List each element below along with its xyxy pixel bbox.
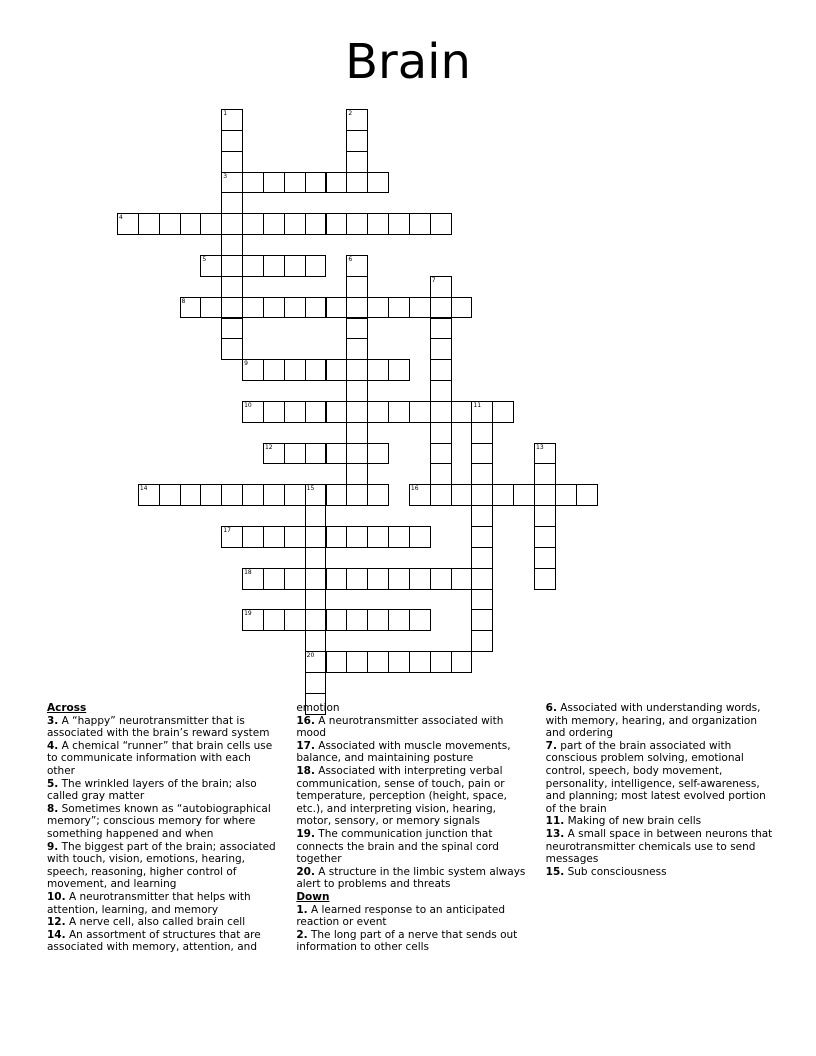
grid-cell[interactable]	[242, 401, 264, 423]
across-heading: Across	[47, 702, 87, 714]
grid-cell[interactable]	[367, 484, 389, 506]
clue-text: An assortment of structures that are associated with memory, attention, and emotion	[47, 702, 340, 954]
grid-cell[interactable]	[242, 255, 264, 277]
grid-cell[interactable]	[367, 172, 389, 194]
grid-cell[interactable]	[346, 568, 368, 590]
down-clue	[296, 904, 529, 929]
grid-cell[interactable]	[263, 172, 285, 194]
grid-cell[interactable]	[221, 255, 243, 277]
grid-cell[interactable]	[242, 359, 264, 381]
grid-cell[interactable]	[263, 401, 285, 423]
clue-number: 2	[348, 110, 353, 117]
grid-cell[interactable]	[284, 443, 306, 465]
clue-text: A small space in between neurons that neurotransmitter chemicals use to send messages	[545, 827, 773, 866]
grid-cell[interactable]	[242, 213, 264, 235]
clue-text: part of the brain associated with conscious problem solving, emotional control, speech, body movement, personality, intelligence, self-awareness, and planning; most latest evolved portion of the brain	[545, 739, 766, 815]
grid-cell[interactable]	[346, 609, 368, 631]
clue-number: 11	[473, 401, 482, 409]
clue-text: Associated with understanding words, with memory, hearing, and organization and ordering	[545, 702, 761, 740]
grid-cell[interactable]	[305, 651, 327, 673]
grid-cell[interactable]	[305, 172, 327, 194]
clue-number: 15.	[545, 865, 565, 878]
grid-cell[interactable]	[534, 443, 556, 465]
grid-cell[interactable]	[451, 651, 473, 673]
grid-cell[interactable]	[534, 463, 556, 485]
grid-cell[interactable]	[326, 172, 348, 194]
grid-cell[interactable]	[346, 422, 368, 444]
clue-number: 16	[410, 485, 419, 493]
grid-cell[interactable]	[409, 297, 431, 319]
grid-cell[interactable]	[305, 359, 327, 381]
clue-number: 20.	[296, 865, 315, 878]
clue-text: The communication junction that connects the brain and the spinal cord together	[296, 827, 499, 866]
grid-cell[interactable]	[326, 401, 348, 423]
grid-cell[interactable]	[326, 213, 348, 235]
clue-number: 16.	[296, 714, 315, 727]
clue-number: 19	[244, 610, 252, 618]
clue-text: Associated with interpreting verbal communication, sense of touch, pain or temperature, perception (height, space, etc.), and interpreting vision, hearing, motor, sensory, or memory signals	[296, 764, 507, 828]
grid-cell[interactable]	[180, 297, 202, 319]
grid-cell[interactable]	[367, 213, 389, 235]
grid-cell[interactable]	[346, 359, 368, 381]
grid-cell[interactable]	[305, 547, 327, 569]
grid-cell[interactable]	[388, 609, 410, 631]
clue-text: A structure in the limbic system always alert to problems and threats	[296, 865, 526, 891]
grid-cell[interactable]	[534, 505, 556, 527]
clue-number: 6.	[545, 702, 557, 714]
clue-text: A chemical “runner” that brain cells use to communicate information with each other	[47, 739, 273, 777]
grid-cell[interactable]	[471, 630, 493, 652]
grid-cell[interactable]	[430, 443, 452, 465]
grid-cell[interactable]	[430, 651, 452, 673]
grid-cell[interactable]	[430, 380, 452, 402]
grid-cell[interactable]	[471, 401, 493, 423]
grid-cell[interactable]	[346, 297, 368, 319]
clue-number: 17	[223, 527, 231, 534]
grid-cell[interactable]	[263, 359, 285, 381]
clue-text: A neurotransmitter that helps with attention, learning, and memory	[47, 890, 251, 916]
grid-cell[interactable]	[555, 484, 577, 506]
grid-cell[interactable]	[159, 484, 181, 506]
grid-cell[interactable]	[284, 609, 306, 631]
grid-cell[interactable]	[284, 526, 306, 548]
grid-cell[interactable]	[367, 609, 389, 631]
clue-number: 15	[306, 485, 315, 493]
down-clue	[546, 740, 779, 816]
clue-number: 20	[306, 652, 315, 660]
grid-cell[interactable]	[284, 255, 306, 277]
grid-cell[interactable]	[471, 443, 493, 465]
grid-cell[interactable]	[451, 401, 473, 423]
grid-cell[interactable]	[346, 172, 368, 194]
grid-cell[interactable]	[305, 484, 327, 506]
grid-cell[interactable]	[346, 151, 368, 173]
grid-cell[interactable]	[221, 276, 243, 298]
across-clue	[47, 841, 280, 891]
clue-number: 2.	[296, 928, 308, 941]
grid-cell[interactable]	[326, 609, 348, 631]
clue-number: 4.	[47, 739, 59, 752]
grid-cell[interactable]	[263, 484, 285, 506]
grid-cell[interactable]	[471, 526, 493, 548]
grid-cell[interactable]	[221, 318, 243, 340]
clue-number: 10.	[47, 890, 66, 903]
grid-cell[interactable]	[346, 318, 368, 340]
grid-cell[interactable]	[346, 401, 368, 423]
clue-number: 12	[264, 443, 273, 451]
grid-cell[interactable]	[492, 401, 514, 423]
grid-cell[interactable]	[242, 609, 264, 631]
grid-cell[interactable]	[242, 172, 264, 194]
grid-cell[interactable]	[242, 568, 264, 590]
grid-cell[interactable]	[159, 213, 181, 235]
grid-cell[interactable]	[409, 651, 431, 673]
down-clue	[546, 702, 779, 740]
grid-cell[interactable]	[430, 422, 452, 444]
grid-cell[interactable]	[534, 484, 556, 506]
clue-number: 9.	[47, 840, 59, 853]
clue-number: 17.	[296, 739, 315, 752]
across-clue	[296, 765, 529, 828]
grid-cell[interactable]	[388, 297, 410, 319]
grid-cell[interactable]	[346, 651, 368, 673]
grid-cell[interactable]	[430, 484, 452, 506]
clue-number: 19.	[296, 827, 315, 840]
clue-text: The biggest part of the brain; associated with touch, vision, emotions, hearing, speech, reasoning, higher control of movement, and learning	[47, 840, 276, 891]
grid-cell[interactable]	[430, 318, 452, 340]
grid-cell[interactable]	[305, 213, 327, 235]
clue-number: 8	[181, 297, 186, 305]
grid-cell[interactable]	[284, 359, 306, 381]
grid-cell[interactable]	[284, 401, 306, 423]
clue-number: 12.	[47, 916, 66, 929]
across-clue	[296, 740, 529, 765]
grid-cell[interactable]	[471, 463, 493, 485]
grid-cell[interactable]	[221, 484, 243, 506]
clue-number: 10	[244, 401, 252, 409]
clue-list	[47, 702, 779, 962]
grid-cell[interactable]	[305, 526, 327, 548]
grid-cell[interactable]	[367, 568, 389, 590]
clue-number: 14.	[47, 928, 66, 941]
clue-number: 5	[202, 255, 207, 263]
grid-cell[interactable]	[367, 443, 389, 465]
grid-cell[interactable]	[305, 401, 327, 423]
grid-cell[interactable]	[138, 484, 160, 506]
puzzle-title: Brain	[345, 34, 471, 90]
grid-cell[interactable]	[430, 276, 452, 298]
across-clue	[296, 866, 529, 891]
clue-number: 13.	[545, 827, 565, 840]
grid-cell[interactable]	[492, 484, 514, 506]
grid-cell[interactable]	[367, 401, 389, 423]
grid-cell[interactable]	[471, 505, 493, 527]
grid-cell[interactable]	[388, 401, 410, 423]
grid-cell[interactable]	[305, 505, 327, 527]
grid-cell[interactable]	[117, 213, 139, 235]
grid-cell[interactable]	[388, 568, 410, 590]
grid-cell[interactable]	[534, 526, 556, 548]
grid-cell[interactable]	[326, 443, 348, 465]
grid-cell[interactable]	[346, 213, 368, 235]
clue-text: A nerve cell, also called brain cell	[65, 916, 246, 929]
clue-number: 18	[244, 568, 252, 576]
grid-cell[interactable]	[242, 484, 264, 506]
grid-cell[interactable]	[284, 172, 306, 194]
grid-cell[interactable]	[367, 651, 389, 673]
grid-cell[interactable]	[305, 609, 327, 631]
grid-cell[interactable]	[367, 297, 389, 319]
clue-text: A neurotransmitter associated with mood	[296, 714, 504, 740]
clue-number: 1	[223, 110, 228, 117]
grid-cell[interactable]	[346, 109, 368, 131]
grid-cell[interactable]	[534, 547, 556, 569]
clue-number: 1.	[296, 903, 308, 916]
grid-cell[interactable]	[513, 484, 535, 506]
grid-cell[interactable]	[221, 130, 243, 152]
grid-cell[interactable]	[326, 297, 348, 319]
grid-cell[interactable]	[305, 589, 327, 611]
grid-cell[interactable]	[326, 484, 348, 506]
clue-text: The wrinkled layers of the brain; also called gray matter	[47, 777, 257, 803]
clue-text: The long part of a nerve that sends out information to other cells	[296, 928, 518, 954]
grid-cell[interactable]	[471, 609, 493, 631]
grid-cell[interactable]	[284, 213, 306, 235]
clue-number: 6	[348, 255, 353, 263]
down-clue	[546, 866, 779, 879]
grid-cell[interactable]	[180, 213, 202, 235]
clue-number: 7	[431, 276, 436, 284]
grid-cell[interactable]	[471, 589, 493, 611]
across-clue	[47, 916, 280, 929]
grid-cell[interactable]	[305, 443, 327, 465]
grid-cell[interactable]	[138, 213, 160, 235]
clue-number: 13	[536, 443, 544, 451]
grid-cell[interactable]	[430, 568, 452, 590]
across-clue	[47, 803, 280, 841]
clue-number: 8.	[47, 802, 59, 815]
clue-number: 4	[119, 214, 123, 222]
grid-cell[interactable]	[200, 213, 222, 235]
grid-cell[interactable]	[242, 297, 264, 319]
grid-cell[interactable]	[451, 568, 473, 590]
grid-cell[interactable]	[221, 213, 243, 235]
grid-cell[interactable]	[326, 568, 348, 590]
clue-text: Sometimes known as “autobiographical memory”; conscious memory for where something happened and when	[47, 802, 271, 840]
clue-text: Associated with muscle movements, balance, and maintaining posture	[296, 739, 511, 765]
grid-cell[interactable]	[200, 484, 222, 506]
clue-number: 3.	[47, 714, 59, 727]
grid-cell[interactable]	[430, 401, 452, 423]
grid-cell[interactable]	[346, 526, 368, 548]
grid-cell[interactable]	[263, 568, 285, 590]
grid-cell[interactable]	[263, 609, 285, 631]
grid-cell[interactable]	[388, 651, 410, 673]
grid-cell[interactable]	[430, 463, 452, 485]
grid-cell[interactable]	[305, 297, 327, 319]
grid-cell[interactable]	[471, 568, 493, 590]
grid-cell[interactable]	[576, 484, 598, 506]
clue-text: Sub consciousness	[564, 865, 667, 878]
grid-cell[interactable]	[284, 568, 306, 590]
grid-cell[interactable]	[346, 484, 368, 506]
grid-cell[interactable]	[409, 401, 431, 423]
grid-cell[interactable]	[263, 443, 285, 465]
grid-cell[interactable]	[263, 297, 285, 319]
across-clue	[296, 715, 529, 740]
clue-number: 18.	[296, 764, 315, 777]
grid-cell[interactable]	[221, 172, 243, 194]
grid-cell[interactable]	[367, 526, 389, 548]
grid-cell[interactable]	[221, 109, 243, 131]
clue-number: 9	[244, 360, 248, 368]
grid-cell[interactable]	[346, 130, 368, 152]
grid-cell[interactable]	[534, 568, 556, 590]
across-clue	[47, 891, 280, 916]
clue-number: 14	[139, 485, 148, 493]
grid-cell[interactable]	[221, 151, 243, 173]
clue-number: 7.	[545, 739, 557, 752]
grid-cell[interactable]	[221, 192, 243, 214]
grid-cell[interactable]	[430, 338, 452, 360]
grid-cell[interactable]	[346, 463, 368, 485]
grid-cell[interactable]	[346, 443, 368, 465]
clue-number: 5.	[47, 777, 59, 790]
grid-cell[interactable]	[284, 297, 306, 319]
grid-cell[interactable]	[471, 422, 493, 444]
grid-cell[interactable]	[346, 338, 368, 360]
grid-cell[interactable]	[221, 234, 243, 256]
grid-cell[interactable]	[430, 213, 452, 235]
grid-cell[interactable]	[471, 547, 493, 569]
grid-cell[interactable]	[367, 359, 389, 381]
grid-cell[interactable]	[409, 526, 431, 548]
grid-cell[interactable]	[388, 359, 410, 381]
grid-cell[interactable]	[305, 568, 327, 590]
clue-text: Making of new brain cells	[564, 815, 702, 828]
grid-cell[interactable]	[346, 276, 368, 298]
grid-cell[interactable]	[430, 359, 452, 381]
clue-number: 3	[223, 172, 228, 180]
across-clue	[47, 740, 280, 778]
grid-cell[interactable]	[200, 255, 222, 277]
grid-cell[interactable]	[326, 359, 348, 381]
clue-text: A learned response to an anticipated reaction or event	[296, 903, 506, 929]
grid-cell[interactable]	[326, 651, 348, 673]
grid-cell[interactable]	[409, 609, 431, 631]
grid-cell[interactable]	[430, 297, 452, 319]
grid-cell[interactable]	[326, 526, 348, 548]
across-clue	[296, 828, 529, 866]
grid-cell[interactable]	[346, 380, 368, 402]
grid-cell[interactable]	[451, 484, 473, 506]
across-clue	[47, 715, 280, 740]
across-clue	[47, 778, 280, 803]
grid-cell[interactable]	[471, 484, 493, 506]
grid-cell[interactable]	[451, 297, 473, 319]
down-clue	[546, 828, 779, 866]
down-heading: Down	[296, 890, 330, 903]
down-clue	[546, 815, 779, 828]
grid-cell[interactable]	[200, 297, 222, 319]
grid-cell[interactable]	[263, 255, 285, 277]
grid-cell[interactable]	[388, 526, 410, 548]
grid-cell[interactable]	[221, 526, 243, 548]
grid-cell[interactable]	[263, 526, 285, 548]
down-clue	[296, 929, 529, 954]
grid-cell[interactable]	[409, 568, 431, 590]
grid-cell[interactable]	[388, 213, 410, 235]
grid-cell[interactable]	[221, 297, 243, 319]
grid-cell[interactable]	[263, 213, 285, 235]
grid-cell[interactable]	[180, 484, 202, 506]
grid-cell[interactable]	[284, 484, 306, 506]
grid-cell[interactable]	[242, 526, 264, 548]
grid-cell[interactable]	[409, 484, 431, 506]
clue-number: 11.	[545, 815, 565, 828]
grid-cell[interactable]	[409, 213, 431, 235]
grid-cell[interactable]	[305, 672, 327, 694]
clue-text: A “happy” neurotransmitter that is associated with the brain’s reward system	[47, 714, 270, 740]
grid-cell[interactable]	[305, 255, 327, 277]
grid-cell[interactable]	[346, 255, 368, 277]
grid-cell[interactable]	[305, 630, 327, 652]
grid-cell[interactable]	[221, 338, 243, 360]
